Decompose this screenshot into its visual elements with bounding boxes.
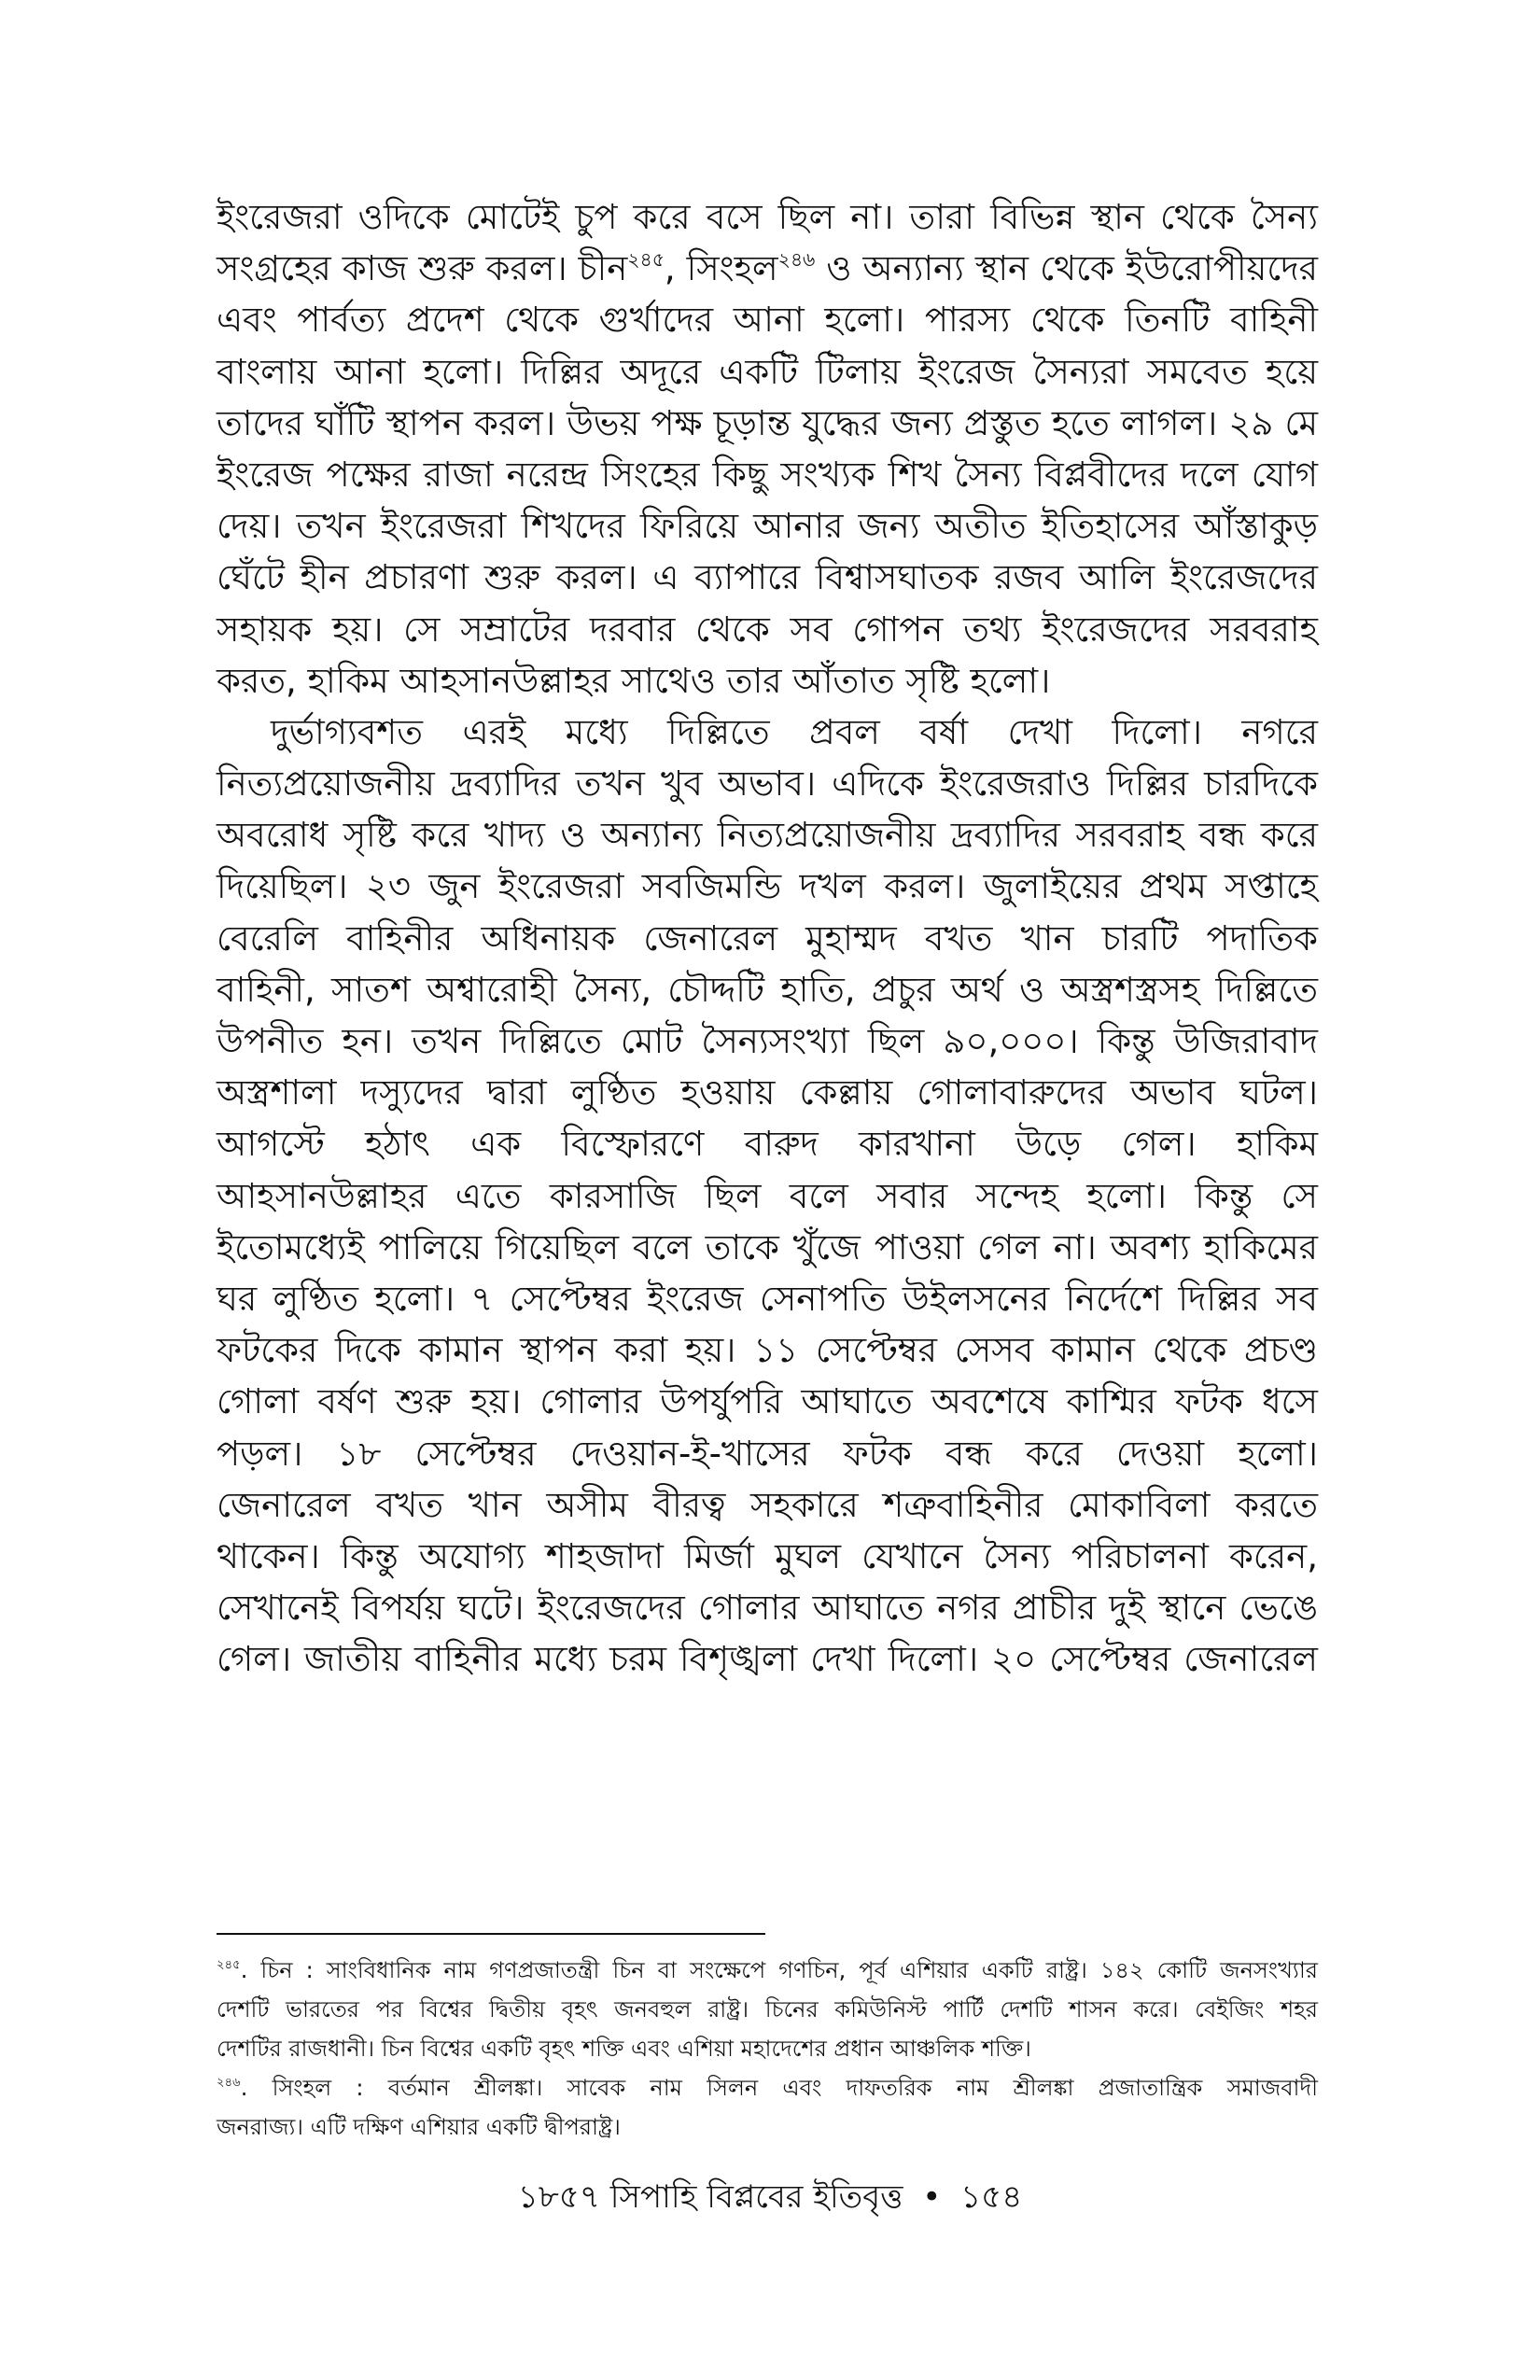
text-line: থাকেন। কিন্তু অযোগ্য শাহজাদা মির্জা মুঘল যেখানে সৈন্য পরিচালনা করেন, xyxy=(217,1535,1318,1576)
text-line-with-footnote-refs: সংগ্রহের কাজ শুরু করল। চীন$^{২৪৫}$, সিংহল$^{২৪৬}$ ও অন্যান্য স্থান থেকে ইউরোপীয়দের xyxy=(217,247,1318,289)
text-line: গেল। জাতীয় বাহিনীর মধ্যে চরম বিশৃঙ্খলা দেখা দিলো। ২০ সেপ্টেম্বর জেনারেল xyxy=(217,1639,1318,1680)
footnote-246 xyxy=(217,2068,1318,2147)
footnote-divider xyxy=(217,1933,765,1935)
main-text xyxy=(217,191,1318,1685)
footnote-line: $^{২৪৬}$. সিংহল : বর্তমান শ্রীলঙ্কা। সাবেক নাম সিলন এবং দাফতরিক নাম শ্রীলঙ্কা প্রজাতান্ত্রিক সমাজবাদী xyxy=(217,2075,1318,2101)
text-line: বাংলায় আনা হলো। দিল্লির অদূরে একটি টিলায় ইংরেজ সৈন্যরা সমবেত হয়ে xyxy=(217,351,1318,392)
text-line: নিত্যপ্রয়োজনীয় দ্রব্যাদির তখন খুব অভাব। এদিকে ইংরেজরাও দিল্লির চারদিকে xyxy=(217,763,1318,805)
text-line: এবং পার্বত্য প্রদেশ থেকে গুর্খাদের আনা হলো। পারস্য থেকে তিনটি বাহিনী xyxy=(217,300,1318,341)
footnote-ref-245[interactable]: ২৪৫ xyxy=(627,247,665,271)
text-line: পড়ল। ১৮ সেপ্টেম্বর দেওয়ান-ই-খাসের ফটক বন্ধ করে দেওয়া হলো। xyxy=(217,1433,1318,1474)
text-line: ঘেঁটে হীন প্রচারণা শুরু করল। এ ব্যাপারে বিশ্বাসঘাতক রজব আলি ইংরেজদের xyxy=(217,557,1318,598)
footnote-line: $^{২৪৫}$. চিন : সাংবিধানিক নাম গণপ্রজাতন্ত্রী চিন বা সংক্ষেপে গণচিন, পূর্ব এশিয়ার একটি রাষ্ট্র। ১৪২ কোটি জনসংখ্যার xyxy=(217,1957,1318,1983)
text-line: ইংরেজরা ওদিকে মোটেই চুপ করে বসে ছিল না। তারা বিভিন্ন স্থান থেকে সৈন্য xyxy=(217,197,1318,237)
footnote-number: ২৪৬ xyxy=(217,2076,241,2091)
text-line: দুর্ভাগ্যবশত এরই মধ্যে দিল্লিতে প্রবল বর্ষা দেখা দিলো। নগরে xyxy=(271,711,1318,752)
bullet-separator: • xyxy=(922,2178,942,2216)
text-line: অবরোধ সৃষ্টি করে খাদ্য ও অন্যান্য নিত্যপ্রয়োজনীয় দ্রব্যাদির সরবরাহ বন্ধ করে xyxy=(217,815,1318,856)
footnote-line: জনরাজ্য। এটি দক্ষিণ এশিয়ার একটি দ্বীপরাষ্ট্র। xyxy=(217,2114,621,2140)
text-line: ইংরেজ পক্ষের রাজা নরেন্দ্র সিংহের কিছু সংখ্যক শিখ সৈন্য বিপ্লবীদের দলে যোগ xyxy=(217,454,1318,495)
text-line: আহসানউল্লাহর এতে কারসাজি ছিল বলে সবার সন্দেহ হলো। কিন্তু সে xyxy=(217,1175,1318,1216)
text-line: করত, হাকিম আহসানউল্লাহর সাথেও তার আঁতাত সৃষ্টি হলো। xyxy=(217,660,1051,701)
page-number: ১৫৪ xyxy=(960,2178,1023,2216)
footnote-line: দেশটির রাজধানী। চিন বিশ্বের একটি বৃহৎ শক্তি এবং এশিয়া মহাদেশের প্রধান আঞ্চলিক শক্তি। xyxy=(217,2036,1031,2062)
footnote-line: দেশটি ভারতের পর বিশ্বের দ্বিতীয় বৃহৎ জনবহুল রাষ্ট্র। চিনের কমিউনিস্ট পার্টি দেশটি শাসন করে। বেইজিং শহর xyxy=(217,1996,1318,2023)
text-line: বাহিনী, সাতশ অশ্বারোহী সৈন্য, চৌদ্দটি হাতি, প্রচুর অর্থ ও অস্ত্রশস্ত্রসহ দিল্লিতে xyxy=(217,969,1318,1010)
text-line: সহায়ক হয়। সে সম্রাটের দরবার থেকে সব গোপন তথ্য ইংরেজদের সরবরাহ xyxy=(217,609,1318,650)
text-line: দেয়। তখন ইংরেজরা শিখদের ফিরিয়ে আনার জন্য অতীত ইতিহাসের আঁস্তাকুড় xyxy=(217,506,1318,547)
footnote-245 xyxy=(217,1951,1318,2068)
text-line: ইতোমধ্যেই পালিয়ে গিয়েছিল বলে তাকে খুঁজে পাওয়া গেল না। অবশ্য হাকিমের xyxy=(217,1226,1318,1267)
text-line: ঘর লুণ্ঠিত হলো। ৭ সেপ্টেম্বর ইংরেজ সেনাপতি উইলসনের নির্দেশে দিল্লির সব xyxy=(217,1278,1318,1319)
text-line: তাদের ঘাঁটি স্থাপন করল। উভয় পক্ষ চূড়ান্ত যুদ্ধের জন্য প্রস্তুত হতে লাগল। ২৯ মে xyxy=(217,402,1318,443)
text-line: বেরেলি বাহিনীর অধিনায়ক জেনারেল মুহাম্মদ বখত খান চারটি পদাতিক xyxy=(217,917,1318,959)
paragraph-1 xyxy=(217,191,1318,707)
text-line: ফটকের দিকে কামান স্থাপন করা হয়। ১১ সেপ্টেম্বর সেসব কামান থেকে প্রচণ্ড xyxy=(217,1330,1318,1371)
book-title: ১৮৫৭ সিপাহি বিপ্লবের ইতিবৃত্ত xyxy=(517,2178,903,2216)
text-line: অস্ত্রশালা দস্যুদের দ্বারা লুণ্ঠিত হওয়ায় কেল্লায় গোলাবারুদের অভাব ঘটল। xyxy=(217,1072,1318,1113)
footnote-number: ২৪৫ xyxy=(217,1958,241,1973)
text-line: গোলা বর্ষণ শুরু হয়। গোলার উপর্যুপরি আঘাতে অবশেষে কাশ্মির ফটক ধসে xyxy=(217,1381,1318,1422)
text-line: দিয়েছিল। ২৩ জুন ইংরেজরা সবজিমন্ডি দখল করল। জুলাইয়ের প্রথম সপ্তাহে xyxy=(217,866,1318,907)
paragraph-2 xyxy=(217,707,1318,1686)
page-footer xyxy=(0,2177,1540,2218)
text-line: উপনীত হন। তখন দিল্লিতে মোট সৈন্যসংখ্যা ছিল ৯০,০০০। কিন্তু উজিরাবাদ xyxy=(217,1021,1318,1061)
footnotes xyxy=(217,1951,1318,2147)
text-line: আগস্টে হঠাৎ এক বিস্ফোরণে বারুদ কারখানা উড়ে গেল। হাকিম xyxy=(217,1124,1318,1165)
text-line: জেনারেল বখত খান অসীম বীরত্ব সহকারে শত্রুবাহিনীর মোকাবিলা করতে xyxy=(217,1484,1318,1525)
text-line: সেখানেই বিপর্যয় ঘটে। ইংরেজদের গোলার আঘাতে নগর প্রাচীর দুই স্থানে ভেঙে xyxy=(217,1588,1318,1629)
footnote-ref-246[interactable]: ২৪৬ xyxy=(777,247,816,271)
